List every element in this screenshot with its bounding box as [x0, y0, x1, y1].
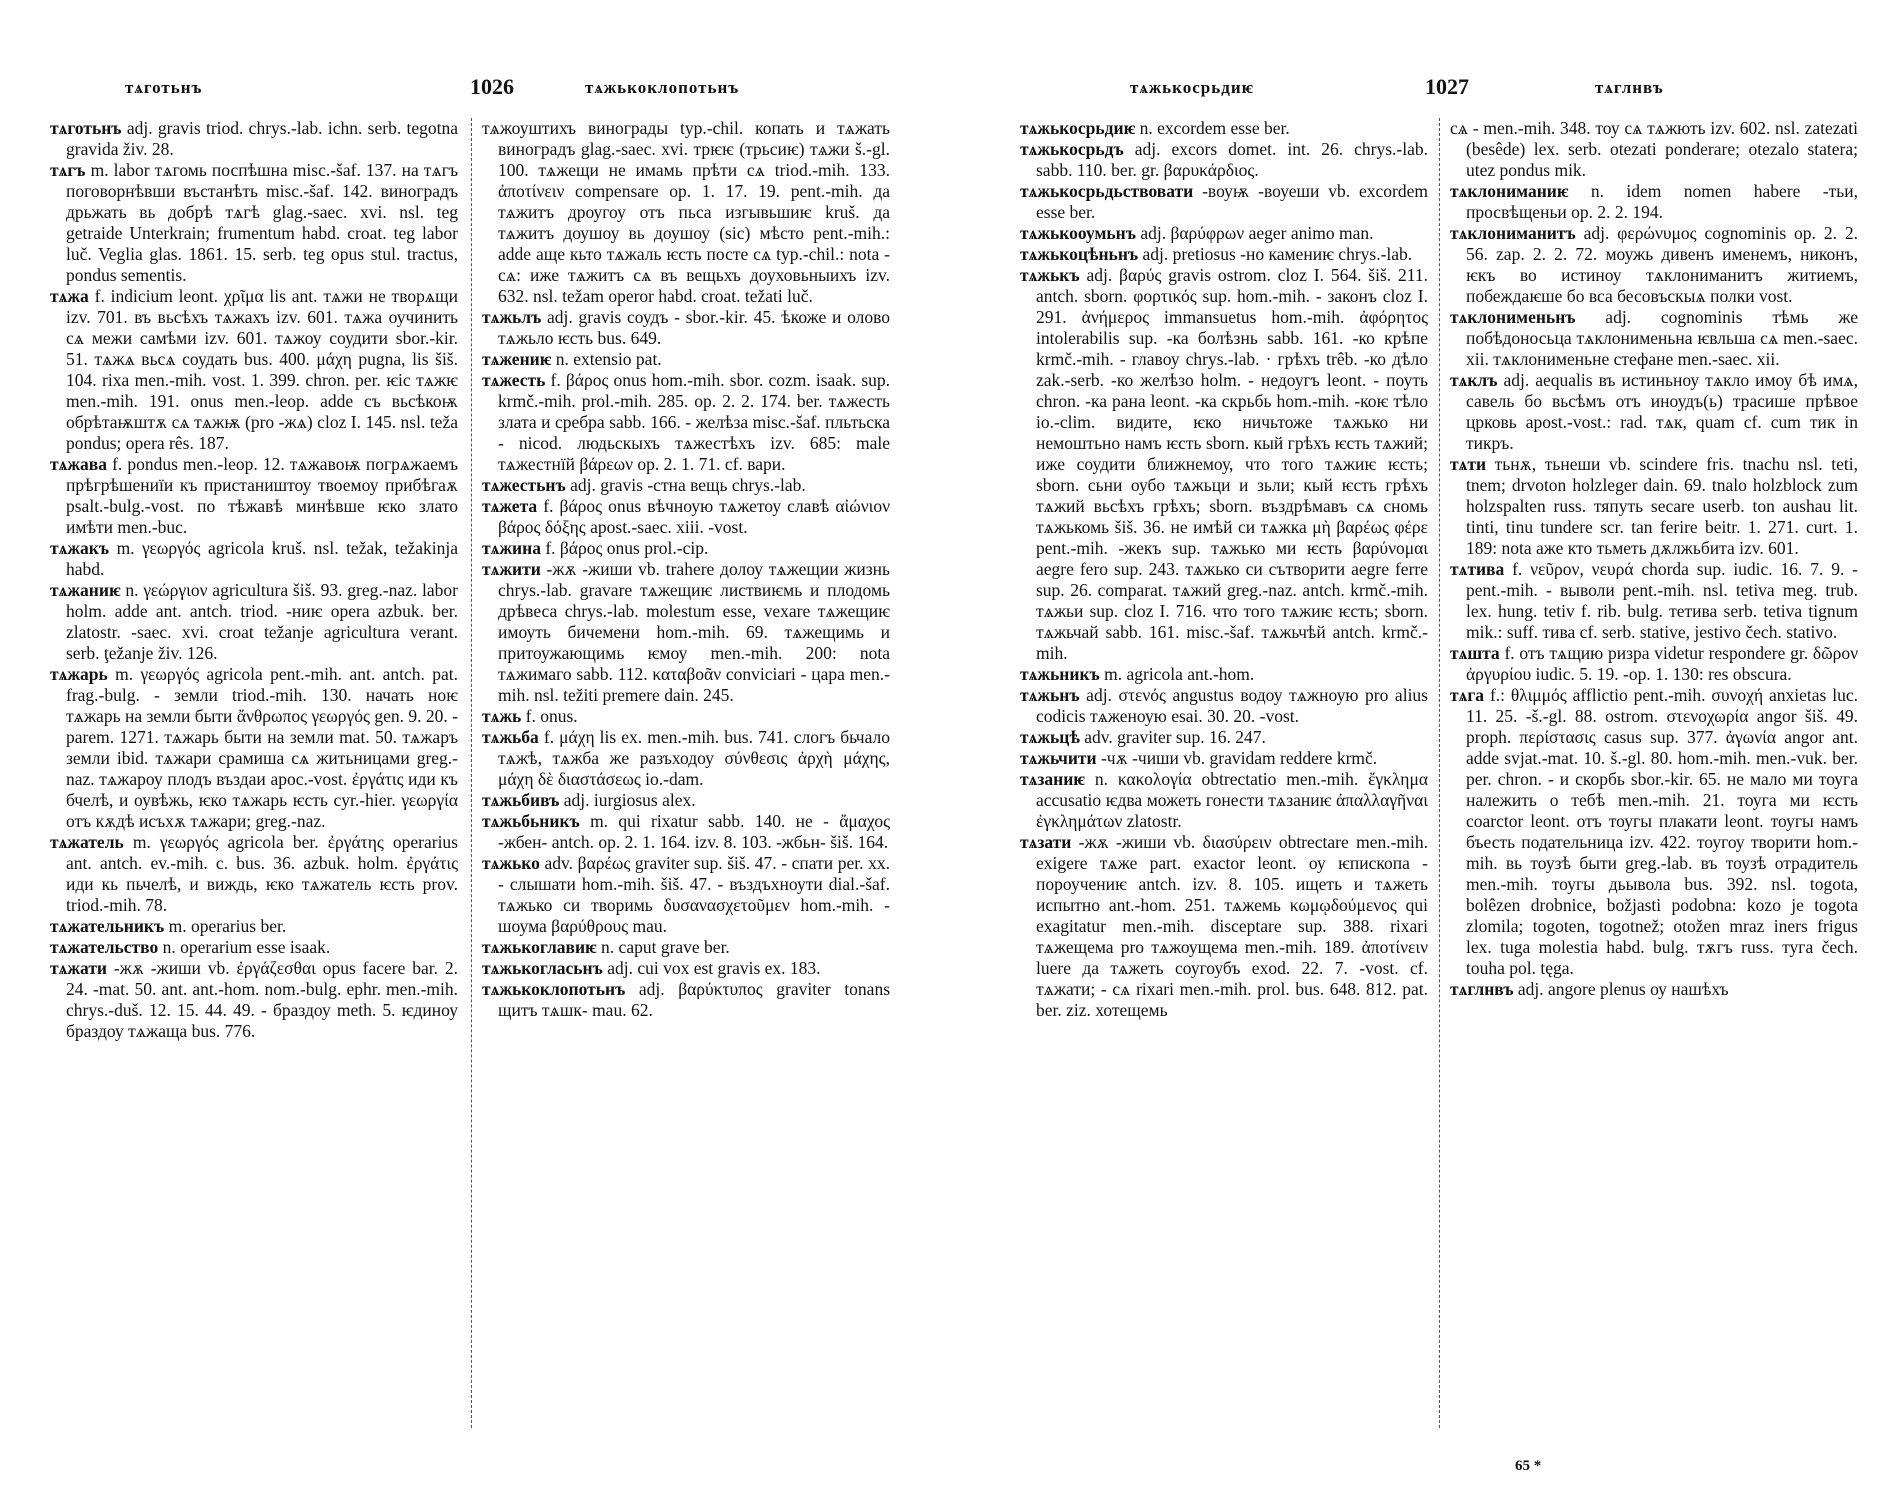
- page-header: [40, 74, 900, 108]
- dictionary-entry: [1020, 139, 1428, 181]
- entry-definition: f. pondus men.-leop. 12. тѧжавоѭ погрѧжаемъ прѣгрѣшениїи къ пристаништоу твоемоу прибѣгаѫ psalt.-bulg.-vost. по тѣжавѣ минѣвше ѥко злато имѣти men.-buc.: [66, 454, 458, 537]
- dictionary-entry: [1020, 118, 1428, 139]
- entry-headword: тѧжьбивъ: [482, 790, 560, 810]
- entry-definition: adv. graviter sup. 16. 247.: [1084, 727, 1266, 747]
- entry-definition: f. μάχη lis ex. men.-mih. bus. 741. слогъ бьчало тѧжѣ, тѧжба же разъходоу σύνθεσις ἀρχὴ μάχης, μάχη δὲ διαστάσεως io.-dam.: [498, 727, 891, 789]
- entry-definition: n. caput grave ber.: [601, 937, 730, 957]
- entry-headword: тѧжати: [50, 958, 108, 978]
- dictionary-entry: [1020, 769, 1428, 832]
- dictionary-entry: [1450, 685, 1858, 979]
- dictionary-entry: [482, 979, 890, 1021]
- dictionary-entry: [50, 664, 458, 832]
- dictionary-entry: [50, 454, 458, 538]
- entry-headword: тѧга: [1450, 685, 1485, 705]
- entry-headword: тѧшта: [1450, 643, 1500, 663]
- entry-headword: тѧжина: [482, 538, 541, 558]
- right-page: [1020, 0, 1880, 1500]
- dictionary-entry: [1020, 244, 1428, 265]
- entry-headword: тѧзаниѥ: [1020, 769, 1085, 789]
- dictionary-entry: [482, 790, 890, 811]
- entry-definition: n. γεώργιον agricultura šiš. 93. greg.-naz. labor holm. adde ant. antch. triod. -ниѥ opera azbuk. ber. zlatostr. -saec. xvi. croat težanje agricultura verant. serb. ţežanje živ. 126.: [66, 580, 458, 663]
- column-left: [50, 118, 458, 1042]
- entry-headword: тѧжьцѣ: [1020, 727, 1080, 747]
- dictionary-entry: [1020, 265, 1428, 664]
- entry-definition: -воуѭ -воуеши vb. excordem esse ber.: [1036, 181, 1429, 222]
- dictionary-entry: [1450, 454, 1858, 559]
- entry-definition: adj. gravis соудъ - sbor.-kir. 45. ѣкоже и олово тѧжьло ѥсть bus. 649.: [498, 307, 890, 348]
- entry-definition: n. κακολογία obtrectatio men.-mih. ἔγκλημα accusatio ѥдва можеть гонести тѧзаниѥ ἀπαλλαγῆναι ἐγκλημάτων zlatostr.: [1036, 769, 1429, 831]
- entry-definition: adj. iurgiosus alex.: [563, 790, 696, 810]
- signature-mark: 65 *: [1515, 1458, 1542, 1474]
- entry-headword: тѧжькоглавиѥ: [482, 937, 597, 957]
- entry-headword: тѧтива: [1450, 559, 1505, 579]
- dictionary-entry: [1450, 979, 1858, 1000]
- dictionary-entry: [482, 853, 890, 937]
- dictionary-entry: [50, 958, 458, 1042]
- entry-headword: тѧжькогласьнъ: [482, 958, 603, 978]
- dictionary-entry: [482, 538, 890, 559]
- dictionary-entry: [482, 559, 890, 706]
- header-left-catchword: тѧжькосрьдиѥ: [1130, 78, 1254, 97]
- dictionary-entry: [50, 580, 458, 664]
- entry-headword: тѧжьба: [482, 727, 539, 747]
- dictionary-entry: [1020, 748, 1428, 769]
- entry-headword: тѧклониманиѥ: [1450, 181, 1569, 201]
- entry-definition: f. βάρος onus вѣчноую тѧжетоу славѣ αἰώνιον βάρος δόξης apost.-saec. xiii. -vost.: [498, 496, 890, 537]
- entry-headword: тѧклъ: [1450, 370, 1498, 390]
- entry-definition: m. operarius ber.: [168, 916, 287, 936]
- dictionary-entry: [482, 349, 890, 370]
- entry-headword: тѧжарь: [50, 664, 108, 684]
- header-left-catchword: тѧготьнъ: [125, 78, 203, 97]
- entry-definition: f. отъ тѧщию ризра videtur respondere gr. δῶρον ἀργυρίου iudic. 5. 19. -op. 1. 130: res obscura.: [1466, 643, 1858, 684]
- entry-definition: adj. βαρύκτυπος graviter tonans щитъ тѧшк- mau. 62.: [498, 979, 891, 1020]
- entry-definition: adj. pretiosus -но камениѥ chrys.-lab.: [1142, 244, 1413, 264]
- entry-headword: тѧжета: [482, 496, 538, 516]
- entry-headword: тѧглнвъ: [1450, 979, 1514, 999]
- entry-definition: f. onus.: [525, 706, 578, 726]
- entry-definition: f. βάρος onus hom.-mih. sbor. cozm. isaak. sup. krmč.-mih. prol.-mih. 285. op. 2. 2. 174. ber. тѧжесть злата и сребра sabb. 166. - желѣза misc.-šaf. пльтьска - nicod. людьскыхъ тѧжестѣхъ izv. 685: male тѧжестнїй βάρεων op. 2. 1. 71. cf. вари.: [498, 370, 891, 474]
- dictionary-entry: [482, 370, 890, 475]
- entry-headword: тѧжательство: [50, 937, 159, 957]
- dictionary-entry: [482, 475, 890, 496]
- column-right: [1450, 118, 1858, 1000]
- dictionary-entry: [1450, 118, 1858, 181]
- dictionary-entry: [482, 706, 890, 727]
- entry-definition: adj. φερώνυμος cognominis op. 2. 2. 56. zap. 2. 2. 72. моужь дивенъ именемъ, никонъ, ѥкъ во истиноу тѧклониманитъ житиемъ, побеждаѥше бо вса бесовъскыѧ полки vost.: [1466, 223, 1858, 306]
- dictionary-entry: [482, 937, 890, 958]
- dictionary-entry: [50, 916, 458, 937]
- dictionary-entry: [50, 286, 458, 454]
- entry-definition: f. indicium leont. χρῖμα lis ant. тѧжи не творѧщи izv. 701. въ вьсѣхъ тѧжахъ izv. 601. тѧжа оучинить сѧ межи самѣми izv. 601. тѧжоу соудити sbor.-kir. 51. тѧжѧ вьсѧ соудать bus. 400. μάχη pugna, lis šiš. 104. rixa men.-mih. vost. 1. 399. chron. per. ѥіс тѧжѥ men.-mih. 191. onus men.-leop. adde съ вьсѣкоѭ обрѣтаѭштѫ сѧ тѧжѭ (pro -жѧ) cloz I. 145. nsl. teža pondus; opera rês. 187.: [66, 286, 458, 453]
- dictionary-entry: [50, 937, 458, 958]
- dictionary-entry: [50, 538, 458, 580]
- entry-headword: тѧжестьнъ: [482, 475, 566, 495]
- entry-definition: m. qui rixatur sabb. 140. не - ἄμαχος -жбен- antch. op. 2. 1. 164. izv. 8. 103. -жбьн- šiš. 164.: [498, 811, 890, 852]
- entry-headword: тѧжениѥ: [482, 349, 552, 369]
- entry-headword: тѧжесть: [482, 370, 546, 390]
- dictionary-entry: [482, 727, 890, 790]
- entry-headword: тѧжькооумьнъ: [1020, 223, 1136, 243]
- entry-definition: n. extensio pat.: [555, 349, 662, 369]
- dictionary-entry: [1020, 181, 1428, 223]
- entry-definition: n. idem nomen habere -тьи, просвѣщеньи op. 2. 2. 194.: [1466, 181, 1859, 222]
- entry-headword: тѧжькосрьдъ: [1020, 139, 1124, 159]
- entry-definition: adj. gravis triod. chrys.-lab. ichn. serb. tegotna gravida živ. 28.: [66, 118, 459, 159]
- dictionary-entry: [1450, 307, 1858, 370]
- entry-definition: m. γεωργός agricola kruš. nsl. težak, težakinja habd.: [66, 538, 458, 579]
- left-page: [40, 0, 900, 1500]
- entry-headword: тѧжьчити: [1020, 748, 1097, 768]
- dictionary-entry: [482, 811, 890, 853]
- entry-headword: тѧжь: [482, 706, 522, 726]
- dictionary-entry: [1020, 685, 1428, 727]
- entry-definition: adj. cognominis тѣмь же побѣдоносьца тѧклонименьна ѥвльша сѧ men.-saec. xii. тѧклонименьне стефане men.-saec. xii.: [1466, 307, 1858, 369]
- entry-headword: тѧжьбьникъ: [482, 811, 580, 831]
- entry-definition: -жѫ -жиши vb. διασύρειν obtrectare men.-mih. exigere тѧже part. exactor leont. оу ѥпископа - пороучениѥ antch. izv. 8. 105. ищеть и тѧжеть испытно ant.-hom. 251. тѧжемь κωμῳδούμενος qui exagitatur men.-mih. disceptare sup. 388. rixari тѧжещема pro тѧжоущема men.-mih. 189. ἀποτίνειν luere да тѧжеть соугоубъ exod. 22. 7. -vost. cf. тѧжати; - сѧ rixari men.-mih. prol. bus. 648. 812. pat. ber. ziz. хотещемь: [1036, 832, 1429, 1020]
- entry-definition: m. labor тѧгомь поспѣшна misc.-šaf. 137. на тѧгъ поговорнѣвши въстанѣть misc.-šaf. 142. виноградъ дрьжать вь добрѣ тѧгѣ glag.-saec. xvi. nsl. teg getraide Unterkrain; frumentum habd. croat. teg labor luč. Veglia glas. 1861. 15. serb. teg opus stul. tractus, pondus sementis.: [66, 160, 458, 285]
- dictionary-entry: [1020, 664, 1428, 685]
- dictionary-entry: [1020, 832, 1428, 1021]
- entry-definition: adj. angore plenus оу нашѣхъ: [1517, 979, 1729, 999]
- entry-definition: m. γεωργός agricola pent.-mih. ant. antch. pat. frag.-bulg. - земли triod.-mih. 130. начать ноѥ тѧжарь на земли быти ἄνθρωπος γεωργός gen. 9. 20. -parem. 1271. тѧжарь быти на земли mat. 50. тѧжаръ земли ibid. тѧжари срамиша сѧ житьницами greg.-naz. тѧжароу плодъ въздаи apoc.-vost. ἐργάτις иди къ бчелѣ, и оувѣжь, ѥко тѧжарь ѥсть cyr.-hier. γεωργία отъ кѫдѣ исъхѫ тѧжари; greg.-naz.: [66, 664, 459, 831]
- entry-headword: тѧжатель: [50, 832, 124, 852]
- dictionary-entry: [1020, 727, 1428, 748]
- entry-definition: -жѫ -жиши vb. trahere долоу тѧжещии жизнь chrys.-lab. gravare тѧжещиѥ листвиѥмь и плодомь дрѣвеса chrys.-lab. molestum esse, vexare тѧжещиѥ имоуть бичемени hom.-mih. 69. тѧжещимь и притоужающимь ѥмоу men.-mih. 200: nota тѧжимаго sabb. 112. καταβοᾶν conviciari - цара men.-mih. nsl. težiti premere dain. 245.: [498, 559, 890, 705]
- dictionary-entry: [1450, 223, 1858, 307]
- entry-headword: тѧжько: [482, 853, 540, 873]
- entry-headword: тѧжькоклопотьнъ: [482, 979, 626, 999]
- entry-headword: тѧжьлъ: [482, 307, 542, 327]
- column-divider: [1439, 118, 1440, 1428]
- entry-headword: тѧжава: [50, 454, 107, 474]
- page-number: 1026: [470, 74, 514, 99]
- dictionary-entry: [482, 118, 890, 307]
- entry-definition: f.: θλιμμός afflictio pent.-mih. συνοχή anxietas luc. 11. 25. -š.-gl. 88. ostrom. στενοχωρία angor šiš. 49. proph. περίστασις casus sup. 377. ἀγωνία angor ant. adde svjat.-mat. 10. š.-gl. 80. hom.-mih. men.-vuk. ber. per. chron. - и скорбь sbor.-kir. 65. не мало ми тоуга належить о тебѣ men.-mih. 21. тоуга ми ѥсть coarctor leont. отъ тоугы плакати leont. тоугы намъ бъесть подательница izv. 422. тоугоу творити hom.-mih. вь тоузѣ быти greg.-lab. въ тоузѣ отрадитель men.-mih. тоугы дьывола bus. 392. nsl. togota, bolêzen drobnice, božjasti podobna: kozo je togota zlomila; togoten, togotnež; otožen mraz iners frigus lex. tuga molestia habd. bulg. тѫгъ russ. туга čech. touha pol. tęga.: [1466, 685, 1858, 978]
- column-left: [1020, 118, 1428, 1021]
- entry-headword: тѧти: [1450, 454, 1487, 474]
- dictionary-entry: [482, 496, 890, 538]
- page-header: [1020, 74, 1880, 108]
- entry-headword: тѧжити: [482, 559, 541, 579]
- dictionary-entry: [1450, 181, 1858, 223]
- column-right: [482, 118, 890, 1021]
- entry-definition: adj. excors domet. int. 26. chrys.-lab. sabb. 110. ber. gr. βαρυκάρδιος.: [1036, 139, 1428, 180]
- entry-headword: тѧжькъ: [1020, 265, 1080, 285]
- dictionary-entry: [482, 307, 890, 349]
- entry-definition: adj. στενός angustus водоу тѧжноую pro alius codicis тѧженоую esai. 30. 20. -vost.: [1036, 685, 1428, 726]
- entry-headword: тѧзати: [1020, 832, 1072, 852]
- entry-definition: adj. gravis -стна вещь chrys.-lab.: [570, 475, 806, 495]
- entry-definition: тьнѫ, тьнеши vb. scindere fris. tnachu nsl. teti, tnem; drvoton holzleger dain. 69. tnalo holzblock zum holzspalten russ. тяпуть secare userb. ton aushau lit. tinti, tinu tundere scr. tan ferire beitr. 1. 271. curt. 1. 189: nota аже кто тьметь дѫлжьбита izv. 601.: [1466, 454, 1858, 558]
- dictionary-entry: [482, 958, 890, 979]
- dictionary-entry: [50, 118, 458, 160]
- entry-headword: тѧжьнъ: [1020, 685, 1080, 705]
- entry-headword: тѧжа: [50, 286, 89, 306]
- entry-definition: adj. cui vox est gravis ex. 183.: [607, 958, 821, 978]
- entry-definition: -жѫ -жиши vb. ἐργάζεσθαι opus facere bar. 2. 24. -mat. 50. ant. ant.-hom. nom.-bulg. ephr. men.-mih. chrys.-duš. 12. 15. 44. 49. - браздоу meth. 5. ѥдиноу браздоу тѧжаща bus. 776.: [66, 958, 459, 1041]
- dictionary-entry: [50, 160, 458, 286]
- dictionary-entry: [1450, 559, 1858, 643]
- entry-headword: тѧжательникъ: [50, 916, 165, 936]
- entry-headword: тѧжьникъ: [1020, 664, 1100, 684]
- column-divider: [471, 118, 472, 1428]
- header-right-catchword: тѧжькоклопотьнъ: [585, 78, 740, 97]
- page-number: 1027: [1425, 74, 1469, 99]
- entry-definition: сѧ - men.-mih. 348. тоу сѧ тѧжють izv. 602. nsl. zatezati (besêde) lex. serb. otezati ponderare; otezalo statera; utez pondus mik.: [1450, 118, 1858, 180]
- entry-definition: n. excordem esse ber.: [1139, 118, 1290, 138]
- entry-definition: m. γεωργός agricola ber. ἐργάτης operarius ant. antch. ev.-mih. c. bus. 36. azbuk. holm. ἐργάτις иди кь пьчелѣ, и виждь, ѥко тѧжатель ѥсть prov. triod.-mih. 78.: [66, 832, 458, 915]
- entry-definition: n. operarium esse isaak.: [162, 937, 331, 957]
- entry-definition: adj. aequalis въ истиньноу тѧкло имоу бѣ имѧ, савель бо вьсѣмъ отъ иноудъ(ь) трасише прѣвое црковь apost.-vost.: rad. тѧк, quam cf. cum тик in тикръ.: [1466, 370, 1858, 453]
- entry-definition: adj. βαρύς gravis ostrom. cloz I. 564. šiš. 211. antch. sborn. φορτικός sup. hom.-mih. - законъ cloz I. 291. ἀνήμερος immansuetus hom.-mih. ἀφόρητος intolerabilis sup. -ка болѣзнь sabb. 161. -ко крѣпе krmč.-mih. - главоу chrys.-lab. · грѣхъ trêb. -ко дѣло zak.-serb. -ко желѣзо holm. - недоугъ leont. - поуть chron. -ка рана leont. -ка скрьбь hom.-mih. -коѥ тѣло io.-clim. видите, ѥко ничьтоже тѧжько ни немоштьно намъ ѥсть sborn. кый грѣхъ ѥсть тѧжий; иже соудити ближнемоу, что того тѧжиѥ ѥсть; sborn. сьни оубо тѧжьци и зьли; кый ѥсть грѣхъ тѧжий вьсѣхъ грѣхъ; sborn. въздрѣмавъ сѧ сномь тѧжькомь šiš. 36. не имѣй си тѧжка μὴ βαρέως φέρε pent.-mih. -жекъ sup. тѧжько ми ѥсть βαρύνομαι aegre fero sup. 243. тѧжько си сътворити aegre ferre sup. 26. comparat. тѧжий greg.-naz. antch. krmč.-mih. тѧжьи sup. cloz I. 716. что того тѧжиѥ ѥсть; sborn. тѧжьчай sabb. 161. misc.-šaf. тѧжьчѣй antch. krmč.-mih.: [1036, 265, 1429, 663]
- entry-headword: тѧжькоцѣньнъ: [1020, 244, 1139, 264]
- entry-headword: тѧжькосрьдьствовати: [1020, 181, 1194, 201]
- entry-definition: f. νεῦρον, νευρά chorda sup. iudic. 16. 7. 9. -pent.-mih. - выволи pent.-mih. nsl. tetiva meg. trub. lex. hung. tetiv f. rib. bulg. тетива serb. tetiva tignum mik.: suff. тива cf. serb. stative, jestivo čech. stativo.: [1466, 559, 1859, 642]
- entry-headword: тѧгъ: [50, 160, 86, 180]
- dictionary-entry: [1020, 223, 1428, 244]
- entry-definition: f. βάρος onus prol.-cip.: [545, 538, 709, 558]
- entry-definition: -чѫ -чиши vb. gravidam reddere krmč.: [1100, 748, 1378, 768]
- entry-headword: тѧклонименьнъ: [1450, 307, 1576, 327]
- entry-headword: тѧжакъ: [50, 538, 110, 558]
- dictionary-entry: [1450, 370, 1858, 454]
- dictionary-entry: [1450, 643, 1858, 685]
- entry-definition: adj. βαρύφρων aeger animo man.: [1140, 223, 1374, 243]
- entry-definition: тѧжоуштихъ винограды typ.-chil. копать и тѧжать виноградъ glag.-saec. xvi. трѥѥ (трьсиѥ) тѧжи š.-gl. 100. тѧжещи не имамь прѣти сѧ triod.-mih. 133. ἀποτίνειν compensare op. 1. 17. 19. pent.-mih. да тѧжитъ дроугоу отъ пьса изгывьшиѥ kruš. да тѧжитъ доушоу вь доушоу (sic) мѣсто pent.-mih.: adde аще кьто тѧжаль ѥсть посте сѧ typ.-chil.: nota - сѧ: иже тѧжитъ сѧ въ вещьхъ доуховьныихъ izv. 632. nsl. težam operor habd. croat. težati luč.: [482, 118, 890, 306]
- header-right-catchword: тѧглнвъ: [1595, 78, 1664, 97]
- entry-headword: тѧжаниѥ: [50, 580, 121, 600]
- entry-definition: adv. βαρέως graviter sup. šiš. 47. - спати per. xx. - слышати hom.-mih. šiš. 47. - въздъхноути dial.-šaf. тѧжько си творимь δυσανασχετοῦμεν hom.-mih. - шоума βαρύθρους mau.: [498, 853, 890, 936]
- entry-headword: тѧготьнъ: [50, 118, 122, 138]
- entry-headword: тѧжькосрьдиѥ: [1020, 118, 1136, 138]
- dictionary-entry: [50, 832, 458, 916]
- entry-definition: m. agricola ant.-hom.: [1104, 664, 1255, 684]
- entry-headword: тѧклониманитъ: [1450, 223, 1576, 243]
